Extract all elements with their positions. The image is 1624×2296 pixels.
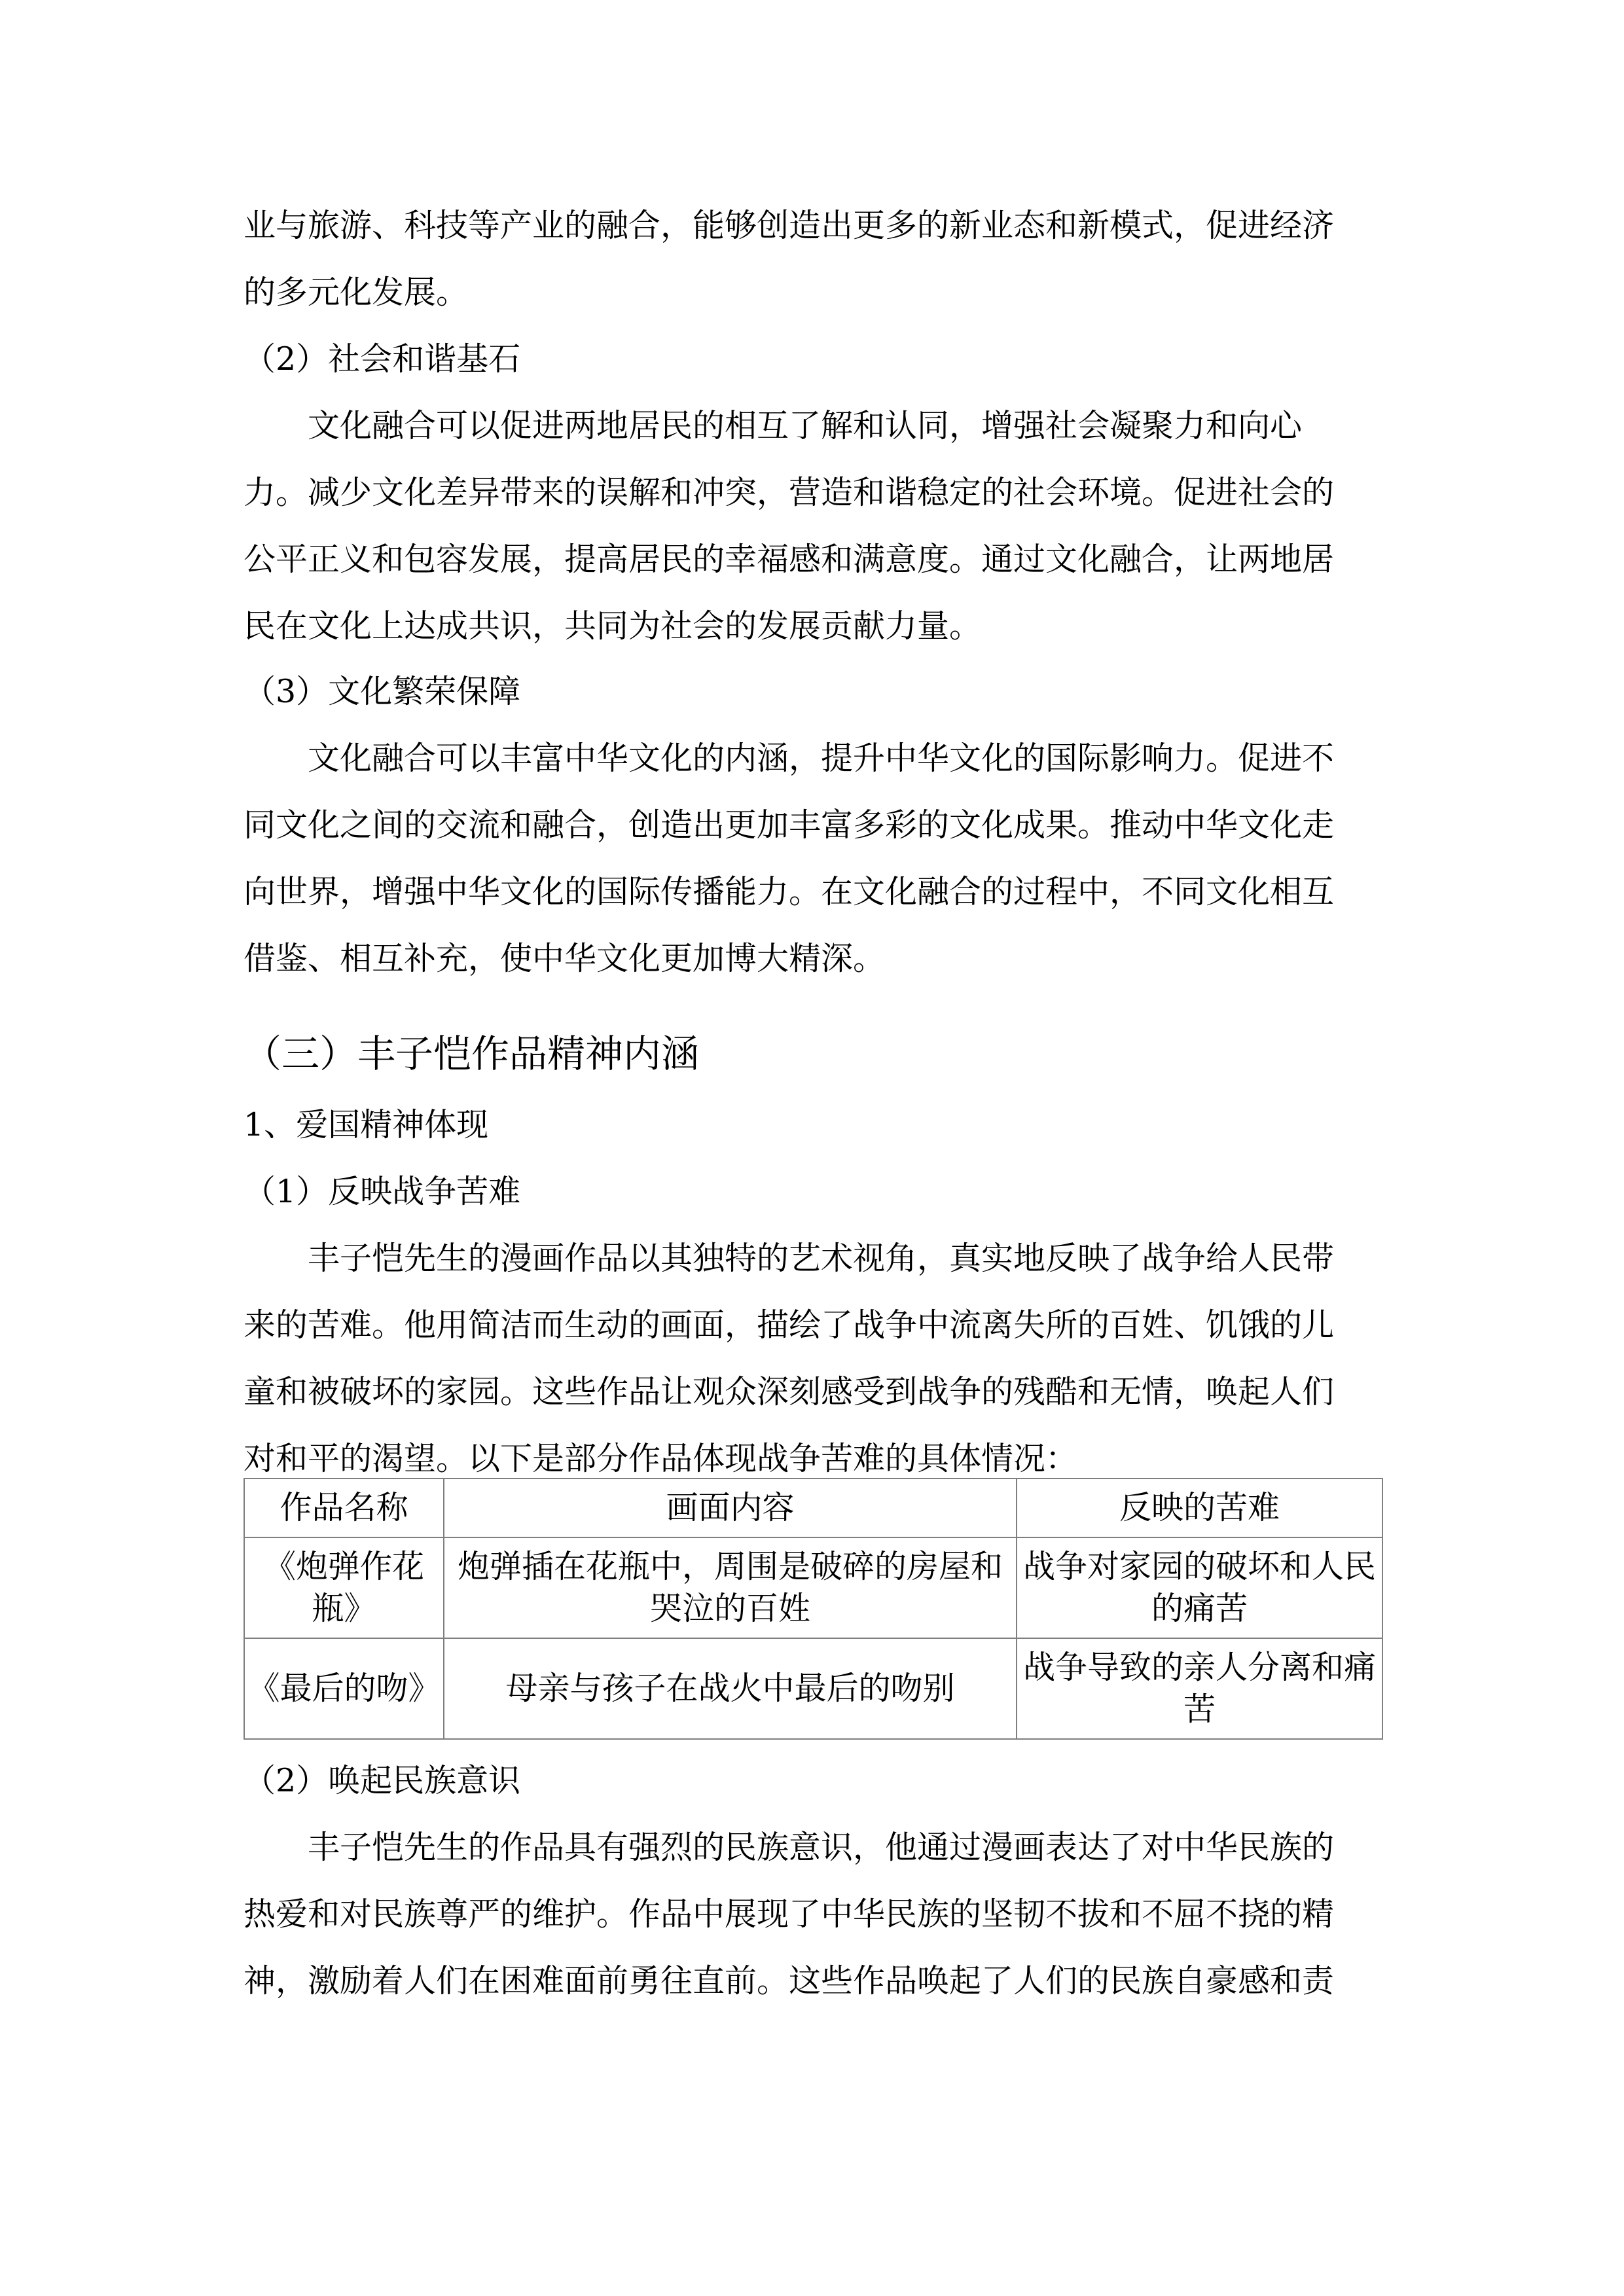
text-line: 神，激励着人们在困难面前勇往直前。这些作品唤起了人们的民族自豪感和责	[244, 1962, 1335, 2000]
works-table	[244, 1478, 1383, 1740]
text-line: 民在文化上达成共识，共同为社会的发展贡献力量。	[244, 607, 982, 645]
text-line: 业与旅游、科技等产业的融合，能够创造出更多的新业态和新模式，促进经济	[244, 207, 1335, 244]
text-line: 对和平的渴望。以下是部分作品体现战争苦难的具体情况：	[244, 1440, 1078, 1477]
subheading: （1）反映战争苦难	[244, 1173, 521, 1210]
continued-paragraph	[244, 192, 1382, 326]
list-heading: 1、爱国精神体现	[244, 1106, 489, 1143]
subheading: （2）唤起民族意识	[244, 1762, 521, 1799]
text-line: 文化融合可以促进两地居民的相互了解和认同，增强社会凝聚力和向心	[308, 407, 1303, 444]
subheading-war-suffering	[244, 1158, 1382, 1225]
text-line: 借鉴、相互补充，使中华文化更加博大精深。	[244, 940, 886, 977]
table-header-cell: 画面内容	[444, 1479, 1017, 1537]
text-line: 丰子恺先生的漫画作品以其独特的艺术视角，真实地反映了战争给人民带	[308, 1240, 1335, 1277]
text-line: 童和被破坏的家园。这些作品让观众深刻感受到战争的残酷和无情，唤起人们	[244, 1373, 1335, 1410]
section-title: （三）丰子恺作品精神内涵	[244, 1031, 700, 1076]
text-line: 丰子恺先生的作品具有强烈的民族意识，他通过漫画表达了对中华民族的	[308, 1829, 1335, 1866]
text-line: 的多元化发展。	[244, 274, 469, 311]
section-heading	[244, 1014, 1382, 1093]
paragraph-cultural-prosperity	[244, 725, 1382, 992]
subheading-social-harmony	[244, 326, 1382, 393]
table-cell: 《炮弹作花瓶》	[244, 1537, 444, 1638]
text-line: 公平正义和包容发展，提高居民的幸福感和满意度。通过文化融合，让两地居	[244, 541, 1335, 578]
item-patriotism	[244, 1092, 1382, 1158]
table-cell: 战争导致的亲人分离和痛苦	[1017, 1638, 1382, 1739]
text-line: 文化融合可以丰富中华文化的内涵，提升中华文化的国际影响力。促进不	[308, 740, 1335, 777]
table-cell: 炮弹插在花瓶中，周围是破碎的房屋和哭泣的百姓	[444, 1537, 1017, 1638]
paragraph-war-suffering	[244, 1225, 1382, 1492]
table-cell: 《最后的吻》	[244, 1638, 444, 1739]
text-line: 来的苦难。他用简洁而生动的画面，描绘了战争中流离失所的百姓、饥饿的儿	[244, 1306, 1335, 1344]
text-line: 同文化之间的交流和融合，创造出更加丰富多彩的文化成果。推动中华文化走	[244, 806, 1335, 844]
table-row	[244, 1638, 1382, 1739]
table-cell: 母亲与孩子在战火中最后的吻别	[444, 1638, 1017, 1739]
text-line: 热爱和对民族尊严的维护。作品中展现了中华民族的坚韧不拔和不屈不挠的精	[244, 1895, 1335, 1933]
paragraph-national-awareness	[244, 1814, 1382, 2015]
table-header-cell: 作品名称	[244, 1479, 444, 1537]
subheading-national-awareness	[244, 1748, 1382, 1814]
subheading: （2）社会和谐基石	[244, 340, 521, 378]
subheading-cultural-prosperity	[244, 658, 1382, 725]
text-line: 力。减少文化差异带来的误解和冲突，营造和谐稳定的社会环境。促进社会的	[244, 474, 1335, 511]
table-header-cell: 反映的苦难	[1017, 1479, 1382, 1537]
table-cell: 战争对家园的破坏和人民的痛苦	[1017, 1537, 1382, 1638]
table-header-row	[244, 1479, 1382, 1537]
subheading: （3）文化繁荣保障	[244, 673, 521, 710]
text-line: 向世界，增强中华文化的国际传播能力。在文化融合的过程中，不同文化相互	[244, 873, 1335, 910]
paragraph-social-harmony	[244, 393, 1382, 660]
table-row	[244, 1537, 1382, 1638]
